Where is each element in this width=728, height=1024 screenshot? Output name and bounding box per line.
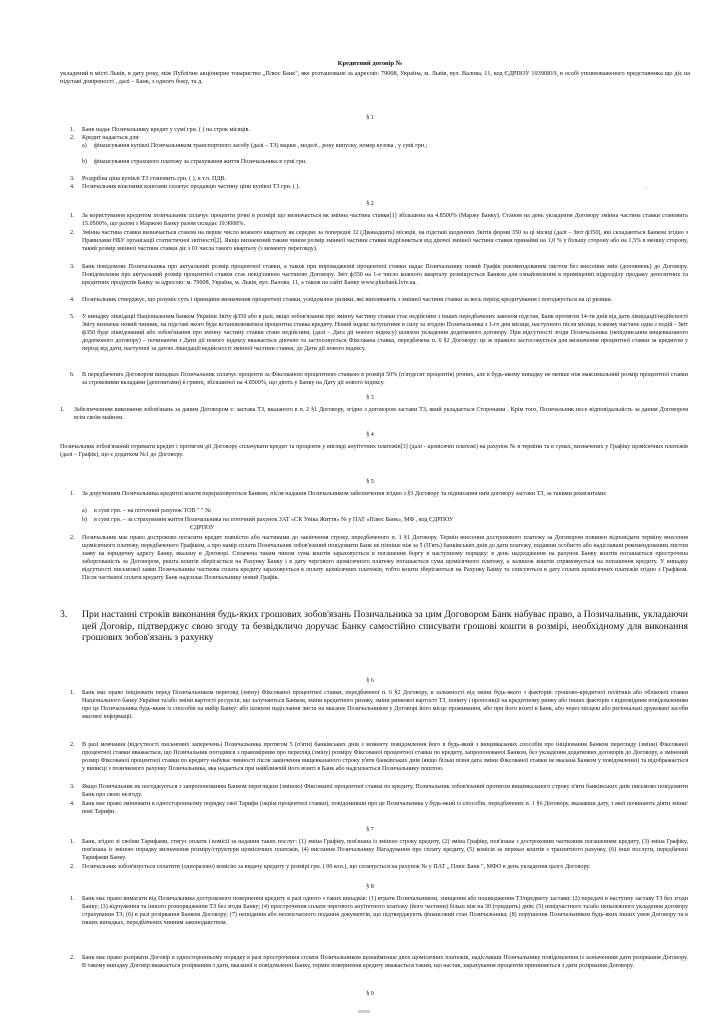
s1-item-1: Банк надає Позичальнику кредит у сумі грн. ( ) на строк місяців. bbox=[82, 127, 250, 133]
s5-item-1: За дорученням Позичальника кредитні кошти перераховуються Банком, після надання Позичальником забезпечення згідно з §3 Договору та підписання ним договору застави ТЗ, за такими реквізитами: bbox=[82, 491, 607, 497]
s8-item-2: Банк має право розірвати Договір в односторонньому порядку в разі прострочення сплати Позичальником щонайменше двох щомісячних платежів, надіславши Позичальнику повідомлення із зазначенням дати розірвання Договору. В такому випадку Договір вважається розірваним з дати, вказаної в повідомленні Банку, термін повернення кредиту вважається таким, що настав, нарахування процентів припиняється з дати розірвання Договору. bbox=[82, 955, 688, 970]
s8-item-2-number: 2. bbox=[70, 955, 75, 961]
s6-item-4: Банк має право змінювати в односторонньому порядку свої Тарифи (окрім процентної ставки), повідомивши про це Позичальника у будь-який із способів, передбачених п. 1 §6 Договору, вказавши дату, з якої починають діяти зміни/нові Тарифи. bbox=[82, 801, 688, 816]
s1-item-3-number: 3. bbox=[70, 176, 75, 182]
s1-item-1-number: 1. bbox=[70, 127, 75, 133]
section-1-heading: § 1 bbox=[366, 115, 374, 121]
s6-item-1: Банк має право ініціювати перед Позичальником перегляд (зміну) Фіксованої процентної ставки, передбаченої п. 6 §2 Договору, в залежності від зміни будь-якого з факторів: грошово-кредитної політики або облікової ставки Національного банку України та/або зміни вартості ресурсів, що залучаються Банком, зміни кредитного ризику, зміни ринкової вартості ТЗ, попиту і пропозиції на кредитному ринку або інших факторів з відповідним повідомленням про це Позичальника будь-яким із способів на вибір Банку: або шляхом надіслання листа на вказане Позичальником у Договорі його місце проживання, або при його візиті в Банк, або через місцеві або регіональні друковані засоби масової інформації. bbox=[82, 690, 688, 721]
s5-item-1a: в сумі грн. – на поточний рахунок ТОВ " " № bbox=[94, 508, 211, 514]
section-5-heading: § 5 bbox=[366, 479, 374, 485]
s8-item-1-number: 1. bbox=[70, 896, 75, 902]
section-8-heading: § 8 bbox=[366, 884, 374, 890]
s1-item-2b: фінансування страхового платежу за страхування життя Позичальника в сумі грн. bbox=[94, 159, 307, 165]
s6-item-3: Якщо Позичальник не погоджується з запропонованим Банком переглядом (зміною) Фіксованої процентної ставки по кредиту, Позичальник зобов'язаний протягом вищевказаного строку п'яти банківських днів письмово повідомити Банк про свою незгоду. bbox=[82, 784, 688, 799]
s1-item-2b-letter: b) bbox=[82, 159, 88, 165]
section-9-heading: § 9 bbox=[366, 991, 374, 997]
section-4-heading: § 4 bbox=[366, 432, 374, 438]
s2-item-2: Змінна частина ставки визначається станом на перше число кожного кварталу як середнє за попередні 12 (Дванадцять) місяців, на підставі щоденних Звітів форми 350 за ці місяці (далі – Звіт ф350), які складаються Банком згідно з Правилами НБУ організації статистичної звітності[2]. Якщо визначений таким чином розмір змінної частини ставки відрізняється від діючої змінної частини ставки принаймі на 1,0 % у більшу сторону або на 1,5% в меншу сторону, такий розмір змінної частини ставки діє з 01 числа такого кварталу (з моменту перегляду). bbox=[82, 230, 688, 253]
section-2-heading: § 2 bbox=[366, 201, 374, 207]
s1-item-2a: фінансування купівлі Позичальником транспортного засобу (далі – ТЗ) марки , моделі , року випуску, номер кузова , у сумі грн.; bbox=[94, 143, 428, 149]
section-3-heading: § 3 bbox=[366, 395, 374, 401]
s6-item-1-number: 1. bbox=[70, 690, 75, 696]
s2-item-3: Банк повідомляє Позичальника про актуальний розмір процентної ставки, а також при впровадженні процентної ставки надає Позичальнику новий Графік рекомендованим листом без внесення змін (доповнень) до Договору. Повідомлення про актуальний розмір процентної ставки стає невід'ємною частиною Договору. Звіт ф350 на 1-е число кожного кварталу розміщується Банком для ознайомлення в приміщенні підрозділу продажу депозитних та кредитних продуктів Банку за адресою: м. 79008, Україна, м. Львів, вул. Валова, 11, а також на сайті Банку www.plusbank.lviv.ua. bbox=[82, 264, 688, 287]
page-mark bbox=[358, 1010, 370, 1013]
s1-item-2: Кредит надається для: bbox=[82, 135, 140, 141]
s5-item-1b-letter: b) bbox=[82, 517, 88, 523]
s7-item-1-number: 1. bbox=[70, 839, 75, 845]
s5-item-2-number: 2. bbox=[70, 535, 75, 541]
s7-item-2-number: 2. bbox=[70, 864, 75, 870]
s5-item-3-number: 3. bbox=[60, 609, 68, 620]
s6-item-2-number: 2. bbox=[70, 742, 75, 748]
s1-item-4-tail: . bbox=[646, 184, 648, 190]
s5-item-1-number: 1. bbox=[70, 491, 75, 497]
s7-item-1: Банк, згідно зі своїми Тарифами, стягує оплати і комісії за надання таких послуг: (1) зміна Графіку, пов'язана із зміною строку кредиту, (2) зміна Графіку, пов'язана з достроковим частковим погашенням кредиту, (3) зміна Графіку, пов'язана із зміною порядку визначення розміру/структури щомісячних платежів, (4) вислання Позичальнику Нагадування про сплату кредиту, (5) комісія за переказ коштів з транзитного рахунку, (6) інші послуги, передбачені Тарифами Банку. bbox=[82, 839, 688, 862]
section-7-heading: § 7 bbox=[366, 827, 374, 833]
s1-item-2a-letter: а) bbox=[82, 143, 87, 149]
s2-item-1: За користування кредитом позичальник сплачує проценти річні в розмірі що визначається як змінна частина ставки[1] збільшена на 4.8500% (Маржу Банку). Станом на день укладення Договору змінна частина ставки становить 15.0500%, що разом з Маржою Банку разом складає 19.9000%. bbox=[82, 213, 688, 228]
s1-item-4-number: 4. bbox=[70, 184, 75, 190]
s2-item-6-number: 6. bbox=[70, 372, 75, 378]
s2-item-6: В передбачених Договором випадках Позичальник сплачує проценти за Фіксованою процентною ставкою в розмірі 50% (п'ятдесят процентів) річних, але в будь-якому випадку не менше ніж максимальний розмір процентної ставки за строковими вкладами (депозитами) в гривні, збільшеної на 4.8500%, що діють у Банку на Дату дії нового індексу. bbox=[82, 372, 688, 387]
s3-item-1: Забезпеченням виконання зобов'язань за даним Договором є: застава ТЗ, вказаного в п. 2 §1 Договору, згідно з договором застави ТЗ, який укладається Сторонами . Крім того, Позичальник несе відповідальність за даним Договором всім своїм майном. bbox=[74, 407, 688, 422]
s8-item-1: Банк має право вимагати від Позичальника дострокового повернення кредиту в разі одного з таких випадків: (1) втрати Позичальником, знищення або пошкодження ТЗ/предмету застави; (2) передачі в наступну заставу ТЗ без згоди Банку; (3) відчуження та іншого розпорядження ТЗ без згоди Банку; (4) прострочення сплати чергового ануїтетного платежу (його частини) більш ніж на 30 (тридцять) днів; (5) невідчастного та/або неналежного укладення договору страхування ТЗ; (6) в разі розірвання Банком Договору; (7) неподання або несвоєчасного подання документів, що підтверджують фінансовий стан Позичальника; (8) порушення Позичальником будь-яких інших умов Договору та в інших випадках, передбачених чинним законодавством. bbox=[82, 896, 688, 927]
s5-item-1a-edrpou: ЄДРПОУ bbox=[190, 525, 215, 531]
s2-item-4: Позичальник стверджує, що розуміє суть і принципи визначення процентної ставки, усвідомлює ризики, які випливають з змінної частини ставки за весь період кредитування і погоджується на ці ризики. bbox=[82, 297, 613, 303]
s2-item-5: У випадку ліквідації Національним банком України Звіту ф350 або в разі, якщо зобов'язання про змінну частину ставки стає недійсним з інших передбачених законом підстав, Банк протягом 14-ти днів від дати ліквідації/недійсності Звіту визначає новий чинник, на підставі якого буде встановлюватися процентна ставка кредиту. Новий індекс вступатиме в силу за згодою Позичальника з 1-го дня місяця, наступного після місяця, в якому настане одна з подій - Звіт ф350 буде ліквідований або зобов'язання про змінну частину ставки стане недійсним, (далі – Дата дії нового індексу) шляхом укладення додаткового договору. При відсутності згоди Позичальника (непідписання вищевказаного додаткового договору) – починаючи з Дати дії нового індексу вважається діючою та застосовується Фіксована ставка, передбачена п. 6 §2 Договору; це ж правило застосовується для визначення процентної ставки за кредитом у період від дати, наступної за датою ліквідації/недійсності змінної частини ставки, до Дати дії нового індексу. bbox=[82, 314, 688, 353]
s2-item-3-number: 3. bbox=[70, 264, 75, 270]
s2-item-5-number: 5. bbox=[70, 314, 75, 320]
s2-item-1-number: 1. bbox=[70, 213, 75, 219]
document-title: Кредитний договір № bbox=[337, 60, 403, 67]
s3-item-1-number: 1. bbox=[60, 407, 65, 413]
s5-item-2: Позичальник має право достроково погасити кредит повністю або частинами до закінчення строку, передбаченого п. 1 §1 Договору. Термін внесення дострокового платежу за Договором повинен відповідати терміну внесення щомісячного платежу, передбаченого Графіком, а про намір сплати Позичальник зобов'язаний повідомити Банк не пізніше ніж за 5 (П'ять) банківських днів до дати платежу, подавши особисто або надіславши рекомендованим листом заяву на юридичну адресу Банку, вказану в Договорі. Сплачена таким чином сума коштів зараховується в погашення боргу в наступному порядку: в день надходження на рахунок Банку коштів погашається прострочена заборгованість за Договором, решта коштів зберігається на Рахунку Банку і в дату чергового щомісячного платежу погашається сума щомісячного платежу, а залишок коштів спрямовується на погашення кредиту. У випадку відсутності письмової заяви Позичальника часткова сплата кредиту зараховується в оплату щомісячних платежів, тобто кошти зберігаються на Рахунку Банку та списуються в дату сплати щомісячних платежів згідно з Графіком. Після часткової сплати кредиту Банк надсилає Позичальнику новий Графік. bbox=[82, 535, 688, 582]
s6-item-2: В разі мовчання (відсутності письмових заперечень) Позичальника протягом 5 (п'яти) банківських днів з моменту повідомлення його в будь-який з вищевказаних способів про ініціювання Банком перегляду (зміни) Фіксованої процентної ставки вважається, що Позичальник погодився з правомірним про перегляд (зміну) розміру Фіксованої процентної ставки по кредиту, запропонованої Банком, без укладення додаткових договорів до Договору, а змінений розмір Фіксованої процентної ставки по кредиту набуває чинності після закінчення вищевказаного строку п'яти банківських днів (якщо більш пізня дата зміни Фіксованої ставки не вказана Банком у повідомленні) та відображається у виписці з позичкового рахунку Позичальника, яка надається при найближчій його візиті в Банк або надсилається Позичальнику поштою. bbox=[82, 742, 688, 773]
s1-item-4: Позичальник власними коштами сплачує продавцю частину ціни купівлі ТЗ грн. ( ). bbox=[82, 184, 300, 190]
s1-item-3: Роздрібна ціна купівлі ТЗ становить грн. ( ), в т.ч. ПДВ. bbox=[82, 176, 227, 182]
s2-item-4-number: 4. bbox=[70, 297, 75, 303]
s7-item-2: Позичальник зобов'язується сплатити (одноразово) комісію за видачу кредиту у розмірі грн. ( 00 коп.), що сплачується на рахунок № у ПАТ „ Плюс Банк ", МФО в день укладення цього Договору. bbox=[82, 864, 591, 870]
section-6-heading: § 6 bbox=[366, 678, 374, 684]
preamble: укладений в місті Львів, в дату року, між Публічне акціонерне товариство „Плюс Банк", яке розташоване за адресою: 79008, Україна, м. Львів, вул. Валова, 11, код ЄДРПОУ 19390819, в особі уповноваженого представника що діє на підставі довіреності , далі – Банк, з одного боку, та д. bbox=[60, 70, 690, 86]
s5-item-1b: в сумі грн. – за страхування життя Позичальника на поточний рахунок ЗАТ «СК Уніка Життя» № у ПАТ «Плюс Банк», МФ , код ЄДРПОУ bbox=[94, 517, 454, 523]
s5-item-1a-letter: а) bbox=[82, 508, 87, 514]
s6-item-3-number: 3. bbox=[70, 784, 75, 790]
s5-item-3: При настанні строків виконання будь-яких грошових зобов'язань Позичальника за цим Договором Банк набуває право, а Позичальник, укладаючи цей Договір, підтверджує свою згоду та безвідкличо доручає Банку самостійно списувати грошові кошти в розмірі, необхідному для виконання грошових зобов'язань з рахунку bbox=[82, 609, 688, 644]
s4-paragraph: Позичальник зобов'язаний отримати кредит і протягом дії Договору сплачувати кредит та проценти у вигляді ануїтетних платежів[3] (далі - щомісячні платежі) на рахунок № в терміни та в сумах, визначених у Графіку щомісячних платежів (далі – Графік), що є додатком №1 до Договору. bbox=[60, 444, 688, 459]
s1-item-2-number: 2. bbox=[70, 135, 75, 141]
s6-item-4-number: 4. bbox=[70, 801, 75, 807]
s2-item-2-number: 2. bbox=[70, 230, 75, 236]
